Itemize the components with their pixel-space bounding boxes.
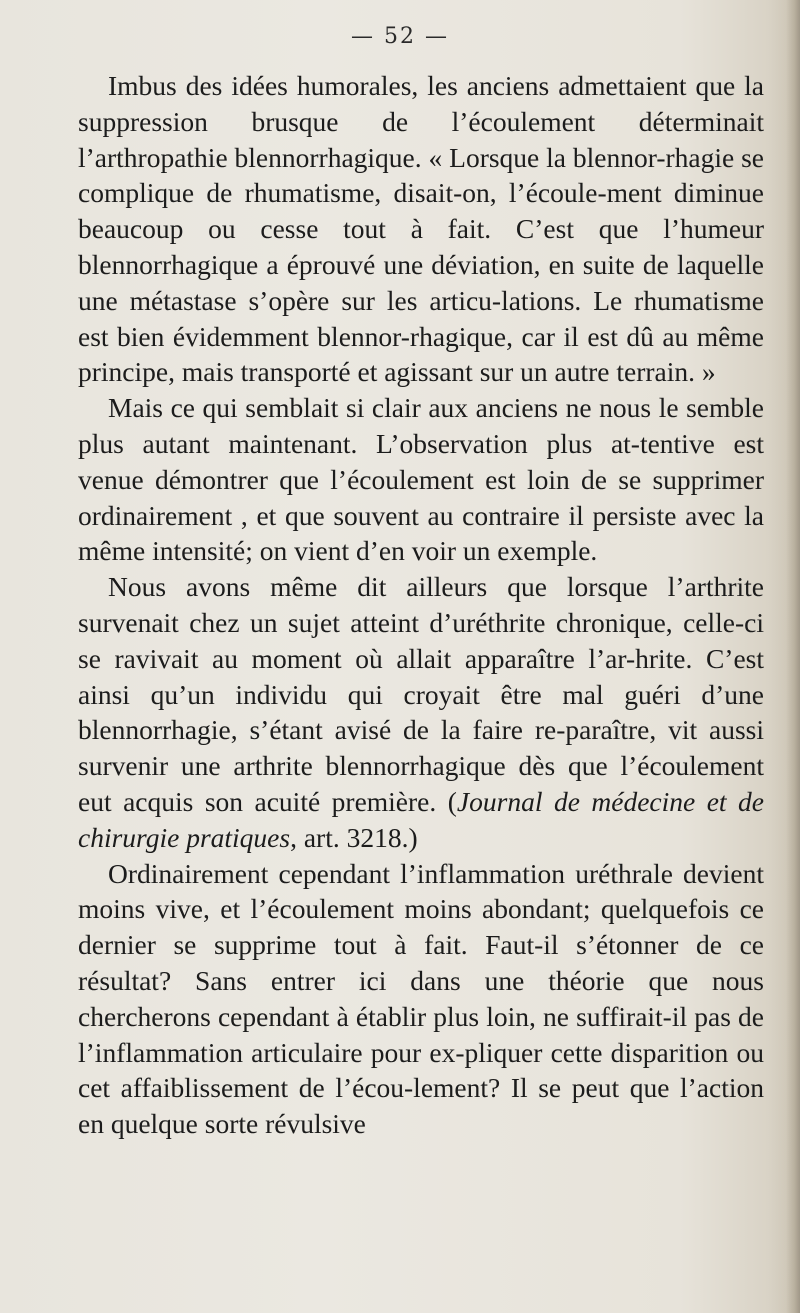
page-edge-shadow	[786, 0, 800, 1313]
body-text	[78, 68, 764, 1142]
paragraph-3-text-before: Nous avons même dit ailleurs que lorsque l’arthrite survenait chez un sujet atteint d’uréthrite chronique, celle-ci se ravivait au moment où allait apparaître l’ar-hrite. C’est ainsi qu’un individu qui croyait être mal guéri d’une blennorrhagie, s’étant avisé de la faire re-paraître, vit aussi survenir une arthrite blennorrhagique dès que l’écoulement eut acquis son acuité première. (	[78, 571, 764, 817]
paragraph-1: Imbus des idées humorales, les anciens admettaient que la suppression brusque de l’écoulement déterminait l’arthropathie blennorrhagique. « Lorsque la blennor-rhagie se complique de rhumatisme, disait-on, l’écoule-ment diminue beaucoup ou cesse tout à fait. C’est que l’humeur blennorrhagique a éprouvé une déviation, en suite de laquelle une métastase s’opère sur les articu-lations. Le rhumatisme est bien évidemment blennor-rhagique, car il est dû au même principe, mais transporté et agissant sur un autre terrain. »	[78, 70, 764, 388]
paragraph-3	[78, 569, 764, 855]
page-number: — 52 —	[351, 24, 449, 49]
paragraph-3-text-after: , art. 3218.)	[290, 821, 418, 853]
citation-title: Journal de médecine et de chirurgie pratiques	[78, 785, 764, 853]
paragraph-2: Mais ce qui semblait si clair aux anciens ne nous le semble plus autant maintenant. L’observation plus at-tentive est venue démontrer que l’écoulement est loin de se supprimer ordinairement , et que souvent au contraire il persiste avec la même intensité; on vient d’en voir un exemple.	[78, 392, 764, 567]
paragraph-4: Ordinairement cependant l’inflammation uréthrale devient moins vive, et l’écoulement moins abondant; quelquefois ce dernier se supprime tout à fait. Faut-il s’étonner de ce résultat? Sans entrer ici dans une théorie que nous chercherons cependant à établir plus loin, ne suffirait-il pas de l’inflammation articulaire pour ex-pliquer cette disparition ou cet affaiblissement de l’écou-lement? Il se peut que l’action en quelque sorte révulsive	[78, 857, 764, 1140]
